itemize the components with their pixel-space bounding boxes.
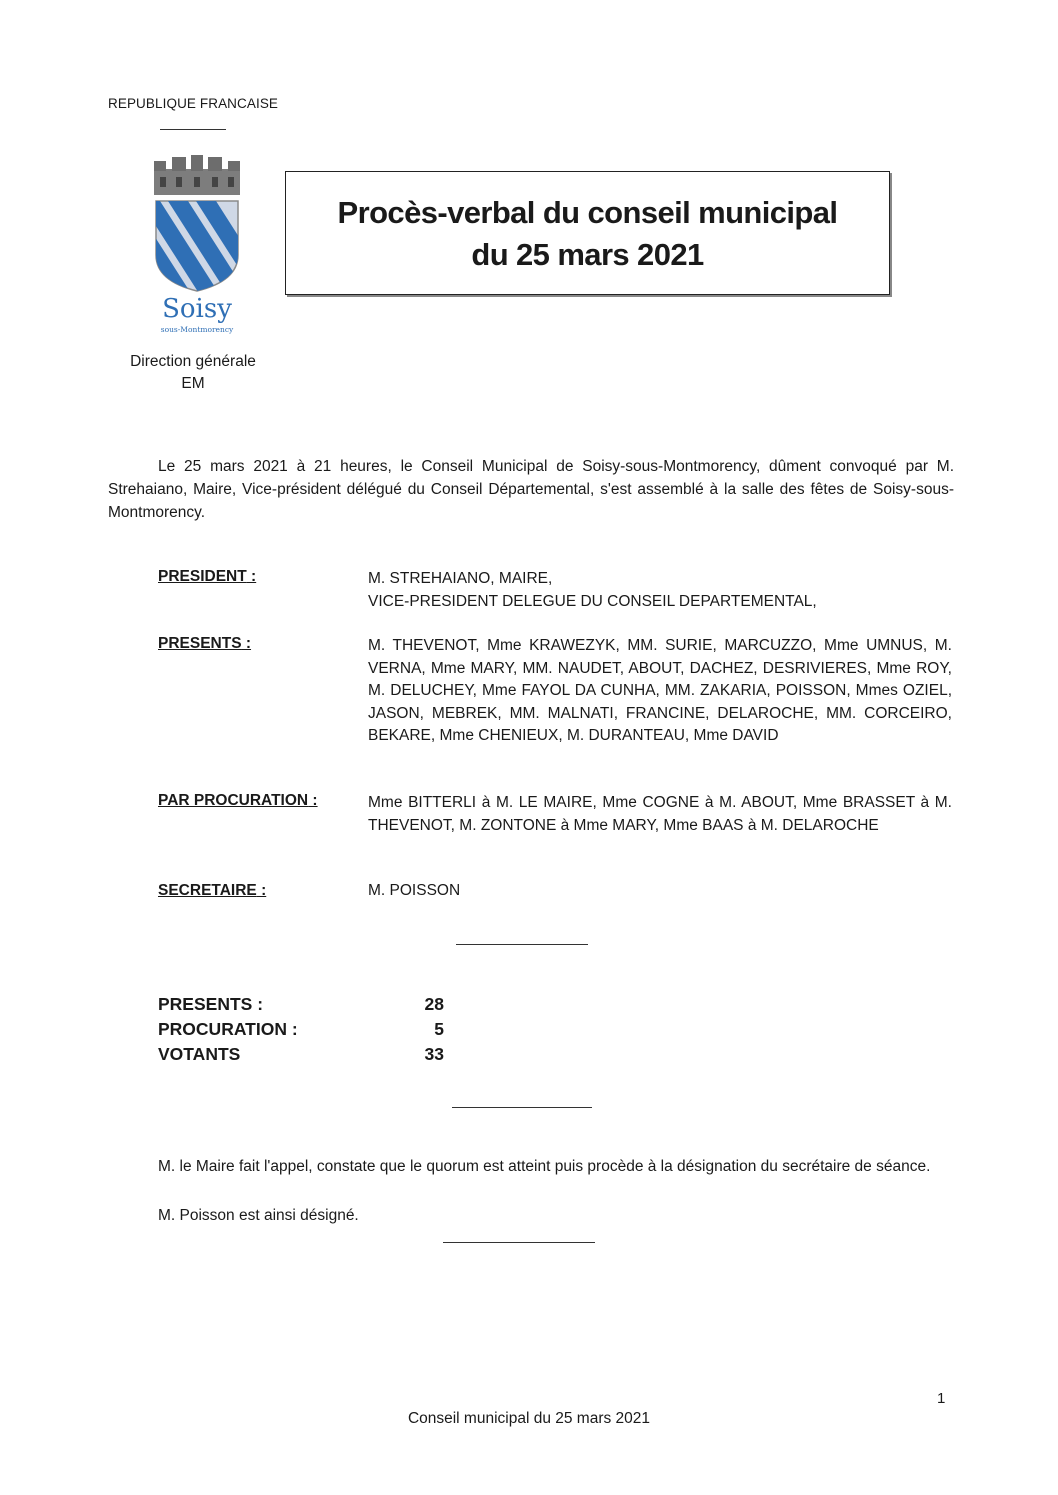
- count-value-votants: 33: [424, 1044, 444, 1064]
- section-divider: [443, 1242, 595, 1243]
- header-divider: [160, 129, 226, 130]
- president-line2: VICE-PRESIDENT DELEGUE DU CONSEIL DEPARTEMENTAL,: [368, 592, 817, 610]
- count-value-procuration: 5: [434, 1019, 444, 1039]
- page-footer: Conseil municipal du 25 mars 2021: [407, 1410, 651, 1427]
- presents-label: [158, 635, 251, 653]
- soisy-crest-logo: [150, 155, 244, 335]
- president-line1: M. STREHAIANO, MAIRE,: [368, 570, 553, 587]
- title-box: [285, 171, 890, 295]
- shield-icon: [150, 201, 244, 295]
- title-line1: Procès-verbal du conseil municipal: [337, 195, 838, 230]
- section-divider: [452, 1107, 592, 1108]
- republic-heading: REPUBLIQUE FRANCAISE: [108, 96, 279, 111]
- roll-call-paragraph: M. le Maire fait l'appel, constate que le quorum est atteint puis procède à la désignation du secrétaire de séance.: [158, 1158, 931, 1175]
- count-value-presents: 28: [424, 994, 444, 1014]
- presents-label-text: PRESENTS: [158, 635, 242, 652]
- secretaire-value: M. POISSON: [368, 882, 461, 899]
- president-value: [368, 568, 817, 613]
- page-number: 1: [937, 1390, 946, 1407]
- presents-label-colon: :: [241, 635, 252, 652]
- count-label-presents: PRESENTS :: [158, 994, 264, 1014]
- title-line2: du 25 mars 2021: [471, 237, 704, 272]
- president-label-colon: :: [246, 568, 257, 585]
- secretaire-label: [158, 882, 266, 900]
- count-label-procuration: PROCURATION :: [158, 1019, 298, 1039]
- logo-subname: sous-Montmorency: [160, 325, 234, 334]
- procuration-label-text: PAR PROCURATION: [158, 792, 309, 809]
- procuration-label: [158, 792, 318, 810]
- count-label-votants: VOTANTS: [158, 1044, 241, 1064]
- crown-icon: [154, 155, 240, 195]
- logo-name: Soisy: [162, 294, 232, 324]
- secretary-designation-paragraph: M. Poisson est ainsi désigné.: [158, 1207, 359, 1224]
- procuration-list: Mme BITTERLI à M. LE MAIRE, Mme COGNE à M. ABOUT, Mme BRASSET à M. THEVENOT, M. ZONTONE à Mme MARY, Mme BAAS à M. DELAROCHE: [368, 794, 952, 834]
- president-label-text: PRESIDENT: [158, 568, 247, 585]
- secretaire-label-text: SECRETAIRE: [158, 882, 257, 899]
- intro-paragraph: Le 25 mars 2021 à 21 heures, le Conseil Municipal de Soisy-sous-Montmorency, dûment convoqué par M. Strehaiano, Maire, Vice-président délégué du Conseil Départemental, s'est assemblé à la salle des fêtes de Soisy-sous-Montmorency.: [108, 458, 954, 521]
- procuration-label-colon: :: [308, 792, 318, 809]
- presents-list: M. THEVENOT, Mme KRAWEZYK, MM. SURIE, MARCUZZO, Mme UMNUS, M. VERNA, Mme MARY, MM. NAUDET, ABOUT, DACHEZ, DESRIVIERES, Mme ROY, M. DELUCHEY, Mme FAYOL DA CUNHA, MM. ZAKARIA, POISSON, Mmes OZIEL, JASON, MEBREK, MM. MALNATI, FRANCINE, DELAROCHE, MM. CORCEIRO, BEKARE, Mme CHENIEUX, M. DURANTEAU, Mme DAVID: [368, 637, 952, 744]
- section-divider: [456, 944, 588, 945]
- direction-line1: Direction générale: [130, 353, 256, 370]
- president-label: [158, 568, 256, 586]
- direction-line2: EM: [181, 375, 205, 392]
- direction-block: [108, 351, 278, 395]
- secretaire-label-colon: :: [256, 882, 267, 899]
